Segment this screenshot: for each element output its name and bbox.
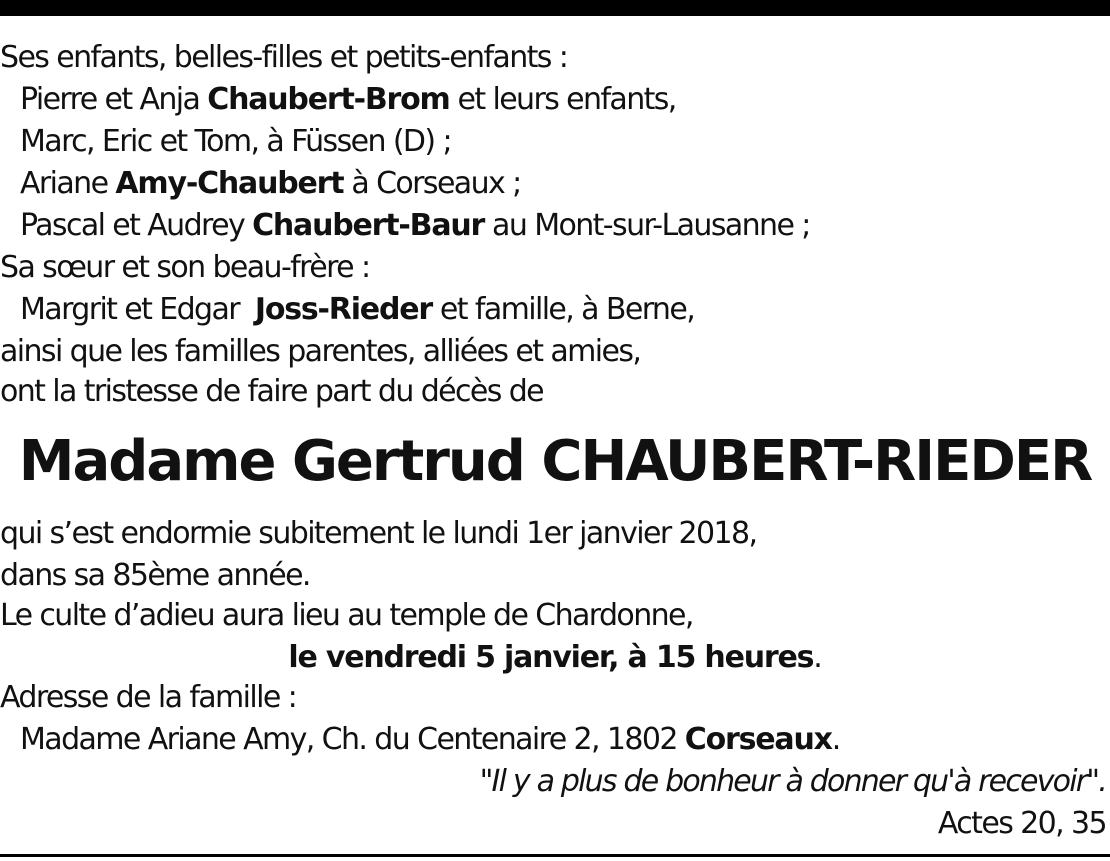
sister-surname: Joss-Rieder [254, 292, 432, 327]
child-3-surname: Chaubert-Baur [252, 208, 485, 243]
address-suffix: . [831, 722, 840, 757]
address-line [20, 722, 840, 758]
passing-line: qui s’est endormie subitement le lundi 1er janvier 2018, [0, 516, 757, 551]
child-line-3 [20, 208, 810, 244]
relatives-line: ainsi que les familles parentes, alliées et amies, [0, 334, 641, 369]
child-2-suffix: à Corseaux ; [343, 166, 521, 201]
quote-source: Actes 20, 35 [937, 806, 1106, 841]
child-1-surname: Chaubert-Brom [207, 82, 450, 117]
address-intro: Adresse de la famille : [0, 680, 297, 715]
service-time-period: . [813, 640, 822, 675]
service-line: Le culte d’adieu aura lieu au temple de Chardonne, [0, 598, 693, 633]
child-1-suffix: et leurs enfants, [449, 82, 676, 117]
sister-suffix: et famille, à Berne, [431, 292, 695, 327]
family-intro: Ses enfants, belles-filles et petits-enfants : [0, 40, 568, 75]
grandchildren-text: Marc, Eric et Tom, à Füssen (D) ; [20, 124, 451, 159]
address-city: Corseaux [684, 722, 832, 757]
service-time-line [0, 640, 1110, 676]
sister-line [20, 292, 694, 328]
child-line-1 [20, 82, 676, 118]
child-2-text: Ariane [20, 166, 116, 201]
quote-text: "Il y a plus de bonheur à donner qu'à recevoir". [479, 764, 1106, 799]
child-3-text: Pascal et Audrey [20, 208, 253, 243]
service-time: le vendredi 5 janvier, à 15 heures [288, 640, 814, 675]
child-line-2 [20, 166, 521, 202]
deceased-name: Madame Gertrud CHAUBERT-RIEDER [18, 429, 1092, 494]
announcement-line: ont la tristesse de faire part du décès de [0, 374, 544, 409]
top-border-rule [0, 0, 1110, 16]
child-1-text: Pierre et Anja [20, 82, 208, 117]
grandchildren-line [20, 124, 451, 160]
address-text: Madame Ariane Amy, Ch. du Centenaire 2, 1802 [20, 722, 685, 757]
bottom-border-rule [0, 854, 1110, 857]
child-3-suffix: au Mont-sur-Lausanne ; [484, 208, 810, 243]
sister-text: Margrit et Edgar [20, 292, 255, 327]
child-2-surname: Amy-Chaubert [115, 166, 344, 201]
age-line: dans sa 85ème année. [0, 558, 310, 593]
sister-intro: Sa sœur et son beau-frère : [0, 250, 370, 285]
